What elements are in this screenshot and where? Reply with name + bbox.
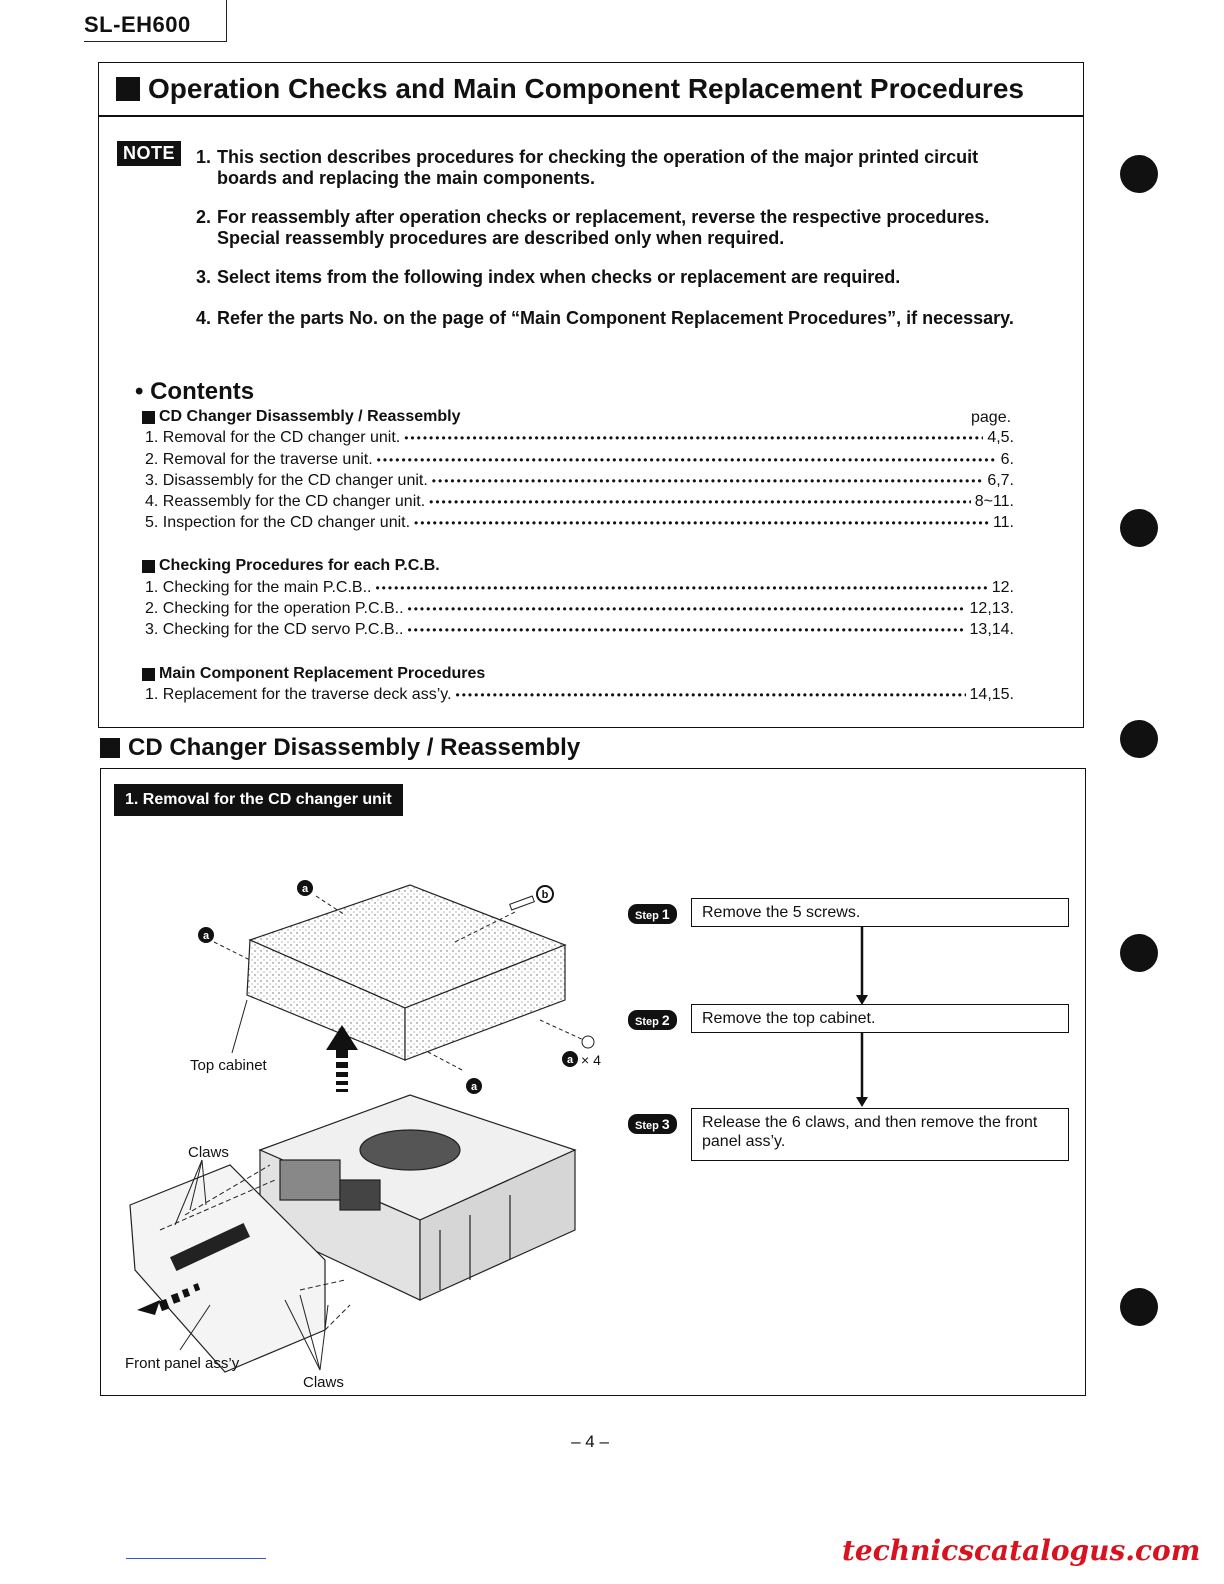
toc-entry[interactable]: 5. Inspection for the CD changer unit. ••••• 11. bbox=[145, 514, 1014, 532]
top-cabinet-shape bbox=[247, 885, 565, 1060]
toc-entry[interactable]: 3. Disassembly for the CD changer unit. ••••• 6,7. bbox=[145, 472, 1014, 490]
svg-text:a: a bbox=[566, 1054, 574, 1066]
square-bullet-icon bbox=[142, 411, 155, 424]
section-title bbox=[116, 73, 1024, 105]
leader-dots bbox=[432, 474, 984, 488]
front-panel-label: Front panel ass’y bbox=[125, 1355, 240, 1372]
square-bullet-icon bbox=[100, 738, 120, 758]
step-2-badge: Step 2 bbox=[628, 1010, 677, 1030]
leader-dots bbox=[375, 581, 987, 595]
title-divider bbox=[98, 115, 1084, 117]
contents-group-heading: CD Changer Disassembly / Reassembly bbox=[142, 408, 460, 426]
binder-hole-icon bbox=[1120, 720, 1158, 758]
svg-text:b: b bbox=[541, 889, 549, 901]
toc-entry[interactable]: 1. Removal for the CD changer unit. ••••• 4,5. bbox=[145, 429, 1014, 447]
footer-link-line bbox=[126, 1558, 266, 1559]
bullet-icon: • bbox=[135, 378, 151, 405]
toc-entry[interactable]: 1. Checking for the main P.C.B.. ••••• 12. bbox=[145, 579, 1014, 597]
binder-hole-icon bbox=[1120, 934, 1158, 972]
binder-hole-icon bbox=[1120, 155, 1158, 193]
step-1-badge: Step 1 bbox=[628, 904, 677, 924]
leader-dots bbox=[377, 453, 997, 467]
exploded-view-illustration bbox=[110, 860, 620, 1390]
toc-entry[interactable]: 2. Removal for the traverse unit. ••••• 6. bbox=[145, 451, 1014, 469]
svg-text:a: a bbox=[470, 1081, 478, 1093]
toc-entry[interactable]: 1. Replacement for the traverse deck ass’y. ••••• 14,15. bbox=[145, 686, 1014, 704]
leader-dots bbox=[404, 431, 983, 445]
contents-group-heading: Checking Procedures for each P.C.B. bbox=[142, 557, 440, 575]
top-cabinet-leader bbox=[232, 1000, 247, 1053]
claws-label-bottom: Claws bbox=[303, 1374, 344, 1390]
claws-label-top: Claws bbox=[188, 1144, 229, 1161]
section2-title: CD Changer Disassembly / Reassembly bbox=[100, 734, 580, 762]
leader-dots bbox=[456, 688, 966, 702]
screw-b-marker bbox=[537, 886, 553, 902]
square-bullet-icon bbox=[142, 560, 155, 573]
binder-hole-icon bbox=[1120, 509, 1158, 547]
note-item-3: 3. Select items from the following index when checks or replacement are required. bbox=[196, 267, 901, 287]
screw-count-label: × 4 bbox=[581, 1052, 601, 1068]
leader-dots bbox=[429, 495, 971, 509]
section-title-text: Operation Checks and Main Component Replacement Procedures bbox=[148, 73, 1024, 104]
step-1-instruction: Remove the 5 screws. bbox=[691, 898, 1069, 927]
binder-hole-icon bbox=[1120, 1288, 1158, 1326]
header-rule bbox=[226, 0, 227, 42]
note-item-4: 4. Refer the parts No. on the page of “Main Component Replacement Procedures”, if necessary. bbox=[196, 308, 1014, 328]
note-item-1: 1. This section describes procedures for checking the operation of the major printed circuit boards and replacing the main components. bbox=[196, 147, 979, 188]
leader-dots bbox=[414, 516, 989, 530]
contents-group-heading: Main Component Replacement Procedures bbox=[142, 665, 485, 683]
page-number: – 4 – bbox=[571, 1432, 609, 1451]
step-2-instruction: Remove the top cabinet. bbox=[691, 1004, 1069, 1033]
toc-entry[interactable]: 2. Checking for the operation P.C.B.. ••••• 12,13. bbox=[145, 600, 1014, 618]
note-badge: NOTE bbox=[117, 141, 181, 166]
step-3-instruction: Release the 6 claws, and then remove the front panel ass’y. bbox=[691, 1108, 1069, 1161]
note-item-2: 2. For reassembly after operation checks or replacement, reverse the respective procedures. Special reassembly procedures are described only when required. bbox=[196, 207, 990, 248]
subsection-title: 1. Removal for the CD changer unit bbox=[114, 784, 403, 816]
page-column-label: page. bbox=[971, 409, 1012, 426]
watermark: technicscatalogus.com bbox=[842, 1534, 1201, 1567]
svg-text:a: a bbox=[301, 883, 309, 895]
leader-dots bbox=[408, 602, 966, 616]
contents-heading: • Contents bbox=[135, 378, 255, 405]
svg-text:a: a bbox=[202, 930, 210, 942]
toc-entry[interactable]: 3. Checking for the CD servo P.C.B.. ••••• 13,14. bbox=[145, 621, 1014, 639]
leader-dots bbox=[407, 623, 965, 637]
header-underline bbox=[84, 41, 227, 42]
toc-entry[interactable]: 4. Reassembly for the CD changer unit. ••••• 8~11. bbox=[145, 493, 1014, 511]
step-3-badge: Step 3 bbox=[628, 1114, 677, 1134]
square-bullet-icon bbox=[116, 77, 140, 101]
top-cabinet-label: Top cabinet bbox=[190, 1057, 267, 1074]
model-number: SL-EH600 bbox=[84, 12, 191, 37]
square-bullet-icon bbox=[142, 668, 155, 681]
